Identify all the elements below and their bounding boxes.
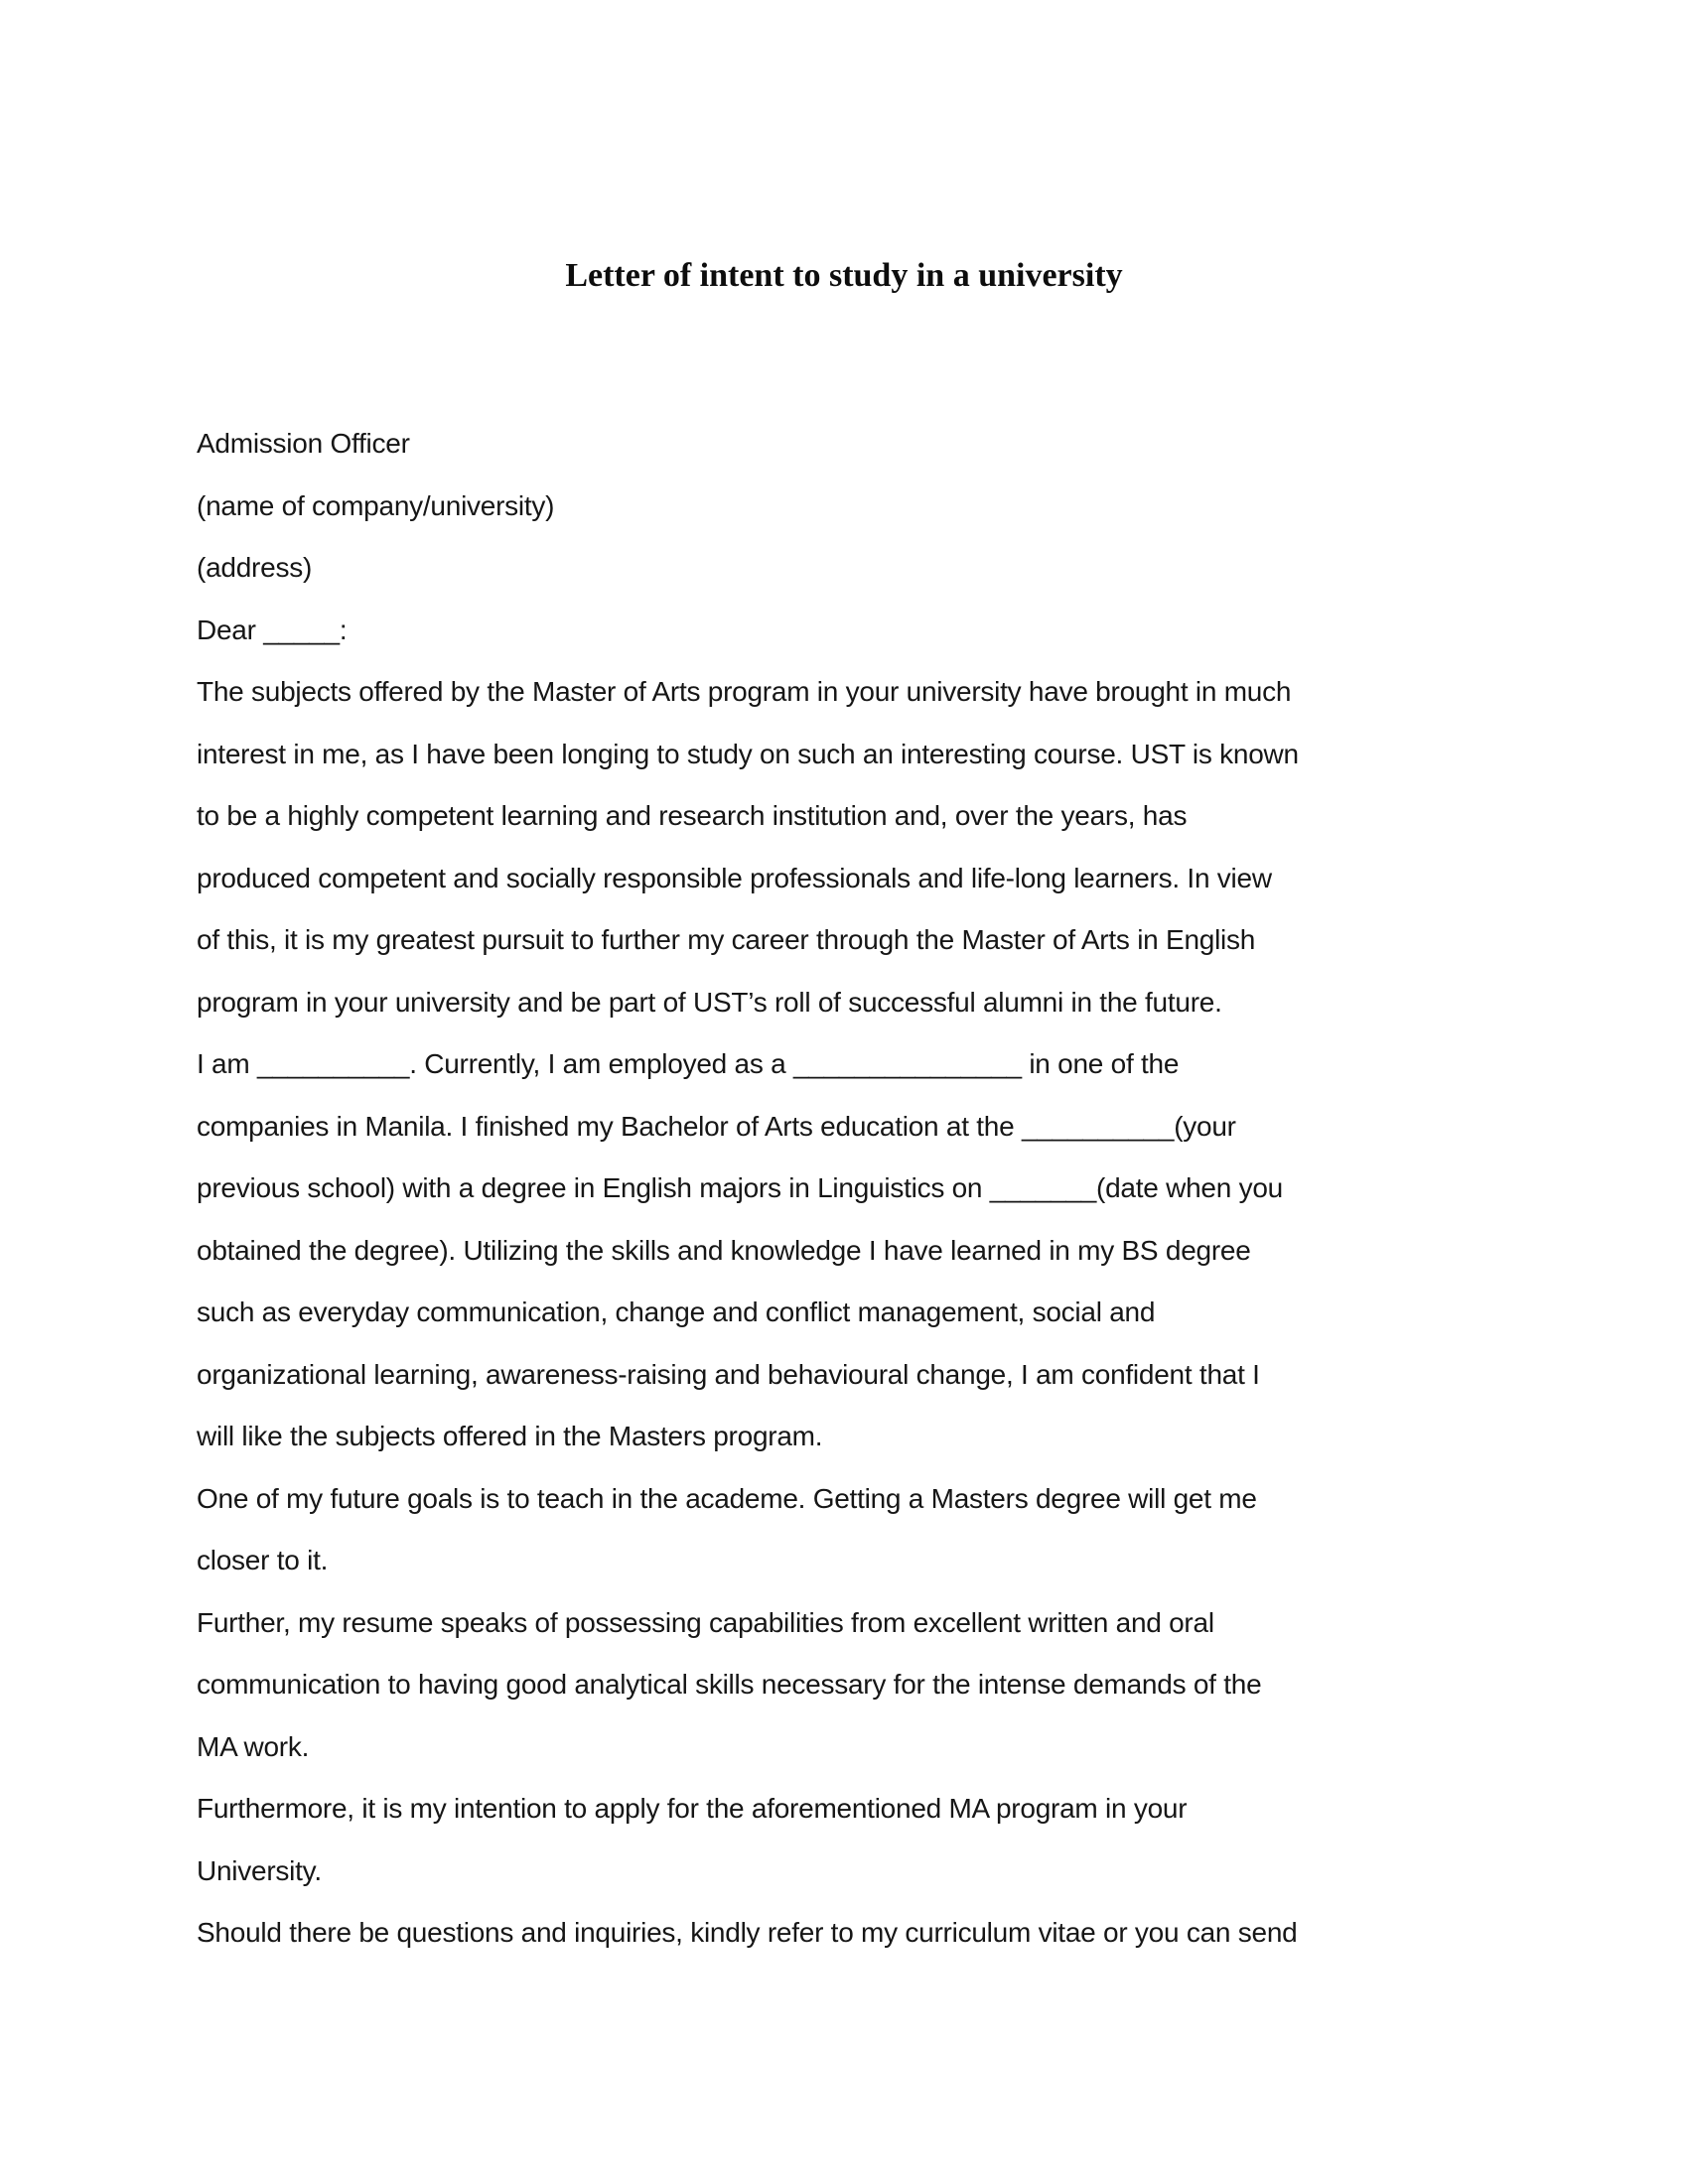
address-placeholder-line: (address) [197, 552, 313, 583]
text-line: organizational learning, awareness-raising and behavioural change, I am confident that I [197, 1358, 1260, 1390]
text-line: such as everyday communication, change and conflict management, social and [197, 1297, 1156, 1327]
recipient-line: Admission Officer [197, 428, 410, 459]
text-line: communication to having good analytical skills necessary for the intense demands of the [197, 1669, 1262, 1700]
letter-body [197, 413, 1448, 1965]
text-line: I am __________. Currently, I am employed as a _______________ in one of the [197, 1048, 1180, 1079]
salutation-line: Dear _____: [197, 614, 348, 645]
text-line: will like the subjects offered in the Masters program. [197, 1421, 823, 1451]
text-line: of this, it is my greatest pursuit to further my career through the Master of Arts in English [197, 924, 1256, 955]
text-line: obtained the degree). Utilizing the skills and knowledge I have learned in my BS degree [197, 1234, 1251, 1266]
text-line: MA work. [197, 1730, 310, 1762]
text-line: to be a highly competent learning and research institution and, over the years, has [197, 800, 1188, 831]
company-placeholder-line: (name of company/university) [197, 489, 555, 521]
text-line: Should there be questions and inquiries, kindly refer to my curriculum vitae or you can send [197, 1917, 1298, 1948]
text-line: produced competent and socially responsible professionals and life-long learners. In view [197, 862, 1272, 893]
text-line: program in your university and be part of UST’s roll of successful alumni in the future. [197, 986, 1222, 1018]
text-line: The subjects offered by the Master of Arts program in your university have brought in much [197, 676, 1292, 707]
text-line: closer to it. [197, 1545, 329, 1575]
text-line: One of my future goals is to teach in the academe. Getting a Masters degree will get me [197, 1482, 1257, 1514]
text-line: interest in me, as I have been longing to study on such an interesting course. UST is known [197, 738, 1299, 769]
text-line: previous school) with a degree in English majors in Linguistics on _______(date when you [197, 1172, 1283, 1203]
text-line: companies in Manila. I finished my Bachelor of Arts education at the __________(your [197, 1110, 1236, 1142]
text-line: University. [197, 1854, 322, 1886]
document-title: Letter of intent to study in a university [565, 257, 1123, 294]
text-line: Further, my resume speaks of possessing capabilities from excellent written and oral [197, 1606, 1214, 1638]
text-line: Furthermore, it is my intention to apply for the aforementioned MA program in your [197, 1793, 1188, 1824]
